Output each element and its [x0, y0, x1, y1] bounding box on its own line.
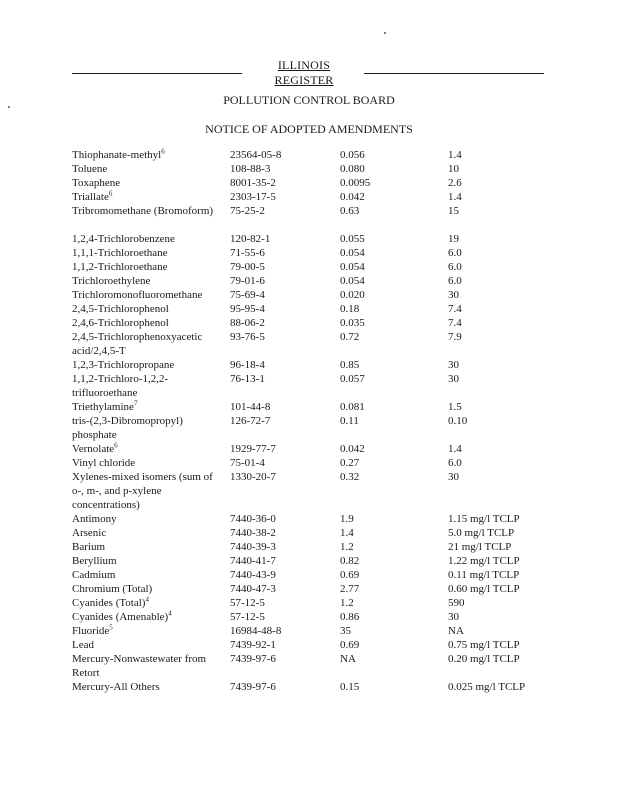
constituent-name-text: Vernolate [72, 443, 115, 455]
nonwastewater-standard: 10 [448, 163, 459, 175]
table-row [0, 526, 618, 540]
wastewater-standard: NA [340, 653, 356, 665]
cas-number: 2303-17-5 [230, 191, 276, 203]
table-row [0, 582, 618, 596]
cas-number: 101-44-8 [230, 401, 271, 413]
constituent-name-text: Beryllium [72, 555, 117, 567]
nonwastewater-standard: 6.0 [448, 247, 462, 259]
table-row [0, 358, 618, 372]
wastewater-standard: 0.080 [340, 163, 365, 175]
table-row [0, 316, 618, 330]
table-row [0, 596, 618, 610]
table-row [0, 246, 618, 260]
wastewater-standard: 0.11 [340, 415, 359, 427]
wastewater-standard: 0.055 [340, 233, 365, 245]
cas-number: 7440-38-2 [230, 527, 276, 539]
constituent-name [72, 582, 222, 596]
table-row [0, 610, 618, 624]
cas-number: 7440-43-9 [230, 569, 276, 581]
cas-number: 7439-92-1 [230, 639, 276, 651]
constituent-name-text: tris-(2,3-Dibromopropyl) phosphate [72, 415, 183, 441]
constituent-name [72, 512, 222, 526]
constituent-name [72, 316, 222, 330]
board-name: POLLUTION CONTROL BOARD [223, 93, 395, 107]
table-row [0, 176, 618, 190]
footnote-marker: 6 [114, 441, 118, 450]
footnote-marker: 4 [145, 595, 149, 604]
table-row [0, 232, 618, 246]
cas-number: 75-25-2 [230, 205, 265, 217]
wastewater-standard: 0.042 [340, 443, 365, 455]
constituent-name [72, 526, 222, 540]
standards-table [0, 148, 618, 694]
table-row [0, 568, 618, 582]
cas-number: 23564-05-8 [230, 149, 282, 161]
wastewater-standard: 0.86 [340, 611, 360, 623]
table-row [0, 414, 618, 442]
constituent-name [72, 442, 222, 456]
constituent-name [72, 680, 222, 694]
constituent-name-text: Toxaphene [72, 177, 121, 189]
table-row [0, 554, 618, 568]
constituent-name-text: Mercury-Nonwastewater from Retort [72, 653, 207, 679]
wastewater-standard: 0.035 [340, 317, 365, 329]
constituent-name-text: Trichloroethylene [72, 275, 151, 287]
constituent-name-text: Tribromomethane (Bromoform) [72, 205, 214, 217]
nonwastewater-standard: 1.15 mg/l TCLP [448, 513, 520, 525]
constituent-name [72, 190, 222, 204]
nonwastewater-standard: 1.4 [448, 149, 462, 161]
cas-number: 1330-20-7 [230, 471, 276, 483]
nonwastewater-standard: 0.10 [448, 415, 468, 427]
wastewater-standard: 0.054 [340, 275, 365, 287]
nonwastewater-standard: 6.0 [448, 457, 462, 469]
constituent-name-text: 1,1,2-Trichloroethane [72, 261, 168, 273]
constituent-name [72, 540, 222, 554]
constituent-name-text: Chromium (Total) [72, 583, 153, 595]
wastewater-standard: 0.27 [340, 457, 360, 469]
table-row [0, 274, 618, 288]
wastewater-standard: 0.15 [340, 681, 360, 693]
wastewater-standard: 1.9 [340, 513, 354, 525]
wastewater-standard: 1.2 [340, 541, 354, 553]
wastewater-standard: 0.85 [340, 359, 360, 371]
nonwastewater-standard: 1.4 [448, 443, 462, 455]
constituent-name [72, 162, 222, 176]
wastewater-standard: 0.32 [340, 471, 360, 483]
constituent-name [72, 358, 222, 372]
constituent-name-text: Toluene [72, 163, 108, 175]
constituent-name-text: Barium [72, 541, 105, 553]
table-row [0, 204, 618, 232]
cas-number: 96-18-4 [230, 359, 265, 371]
table-row [0, 162, 618, 176]
constituent-name [72, 176, 222, 190]
nonwastewater-standard: 7.4 [448, 303, 462, 315]
table-row [0, 260, 618, 274]
footnote-marker: 6 [161, 147, 165, 156]
nonwastewater-standard: 1.5 [448, 401, 462, 413]
nonwastewater-standard: 21 mg/l TCLP [448, 541, 512, 553]
wastewater-standard: 1.2 [340, 597, 354, 609]
constituent-name [72, 204, 222, 218]
cas-number: 95-95-4 [230, 303, 265, 315]
nonwastewater-standard: 30 [448, 289, 459, 301]
footnote-marker: 7 [133, 399, 138, 408]
nonwastewater-standard: 6.0 [448, 275, 462, 287]
nonwastewater-standard: 30 [448, 611, 459, 623]
cas-number: 88-06-2 [230, 317, 265, 329]
constituent-name [72, 232, 222, 246]
footnote-marker: 4 [168, 609, 172, 618]
constituent-name [72, 330, 222, 358]
cas-number: 7439-97-6 [230, 653, 276, 665]
constituent-name [72, 638, 222, 652]
constituent-name [72, 400, 222, 414]
table-row [0, 288, 618, 302]
constituent-name [72, 470, 222, 512]
table-row [0, 624, 618, 638]
cas-number: 126-72-7 [230, 415, 271, 427]
cas-number: 57-12-5 [230, 611, 265, 623]
constituent-name [72, 260, 222, 274]
wastewater-standard: 0.0095 [340, 177, 371, 189]
constituent-name [72, 288, 222, 302]
scan-speck [384, 32, 386, 34]
nonwastewater-standard: 590 [448, 597, 465, 609]
cas-number: 93-76-5 [230, 331, 265, 343]
header-rule-right [364, 73, 544, 74]
nonwastewater-standard: 30 [448, 359, 459, 371]
table-row [0, 680, 618, 694]
wastewater-standard: 0.69 [340, 639, 360, 651]
constituent-name [72, 148, 222, 162]
constituent-name-text: 1,2,3-Trichloropropane [72, 359, 175, 371]
constituent-name-text: Trichloromonofluoromethane [72, 289, 203, 301]
constituent-name [72, 610, 222, 624]
table-row [0, 330, 618, 358]
wastewater-standard: 0.054 [340, 261, 365, 273]
constituent-name-text: Antimony [72, 513, 117, 525]
nonwastewater-standard: 0.025 mg/l TCLP [448, 681, 526, 693]
wastewater-standard: 0.054 [340, 247, 365, 259]
table-row [0, 652, 618, 680]
constituent-name [72, 246, 222, 260]
wastewater-standard: 0.18 [340, 303, 360, 315]
wastewater-standard: 0.020 [340, 289, 365, 301]
wastewater-standard: 0.057 [340, 373, 365, 385]
nonwastewater-standard: 6.0 [448, 261, 462, 273]
footnote-marker: 5 [109, 623, 113, 632]
table-row [0, 540, 618, 554]
cas-number: 108-88-3 [230, 163, 271, 175]
constituent-name [72, 372, 222, 400]
table-row [0, 456, 618, 470]
table-row [0, 190, 618, 204]
constituent-name-text: Cyanides (Total) [72, 597, 146, 609]
table-row [0, 512, 618, 526]
nonwastewater-standard: 0.75 mg/l TCLP [448, 639, 520, 651]
constituent-name [72, 302, 222, 316]
wastewater-standard: 0.056 [340, 149, 365, 161]
cas-number: 8001-35-2 [230, 177, 276, 189]
header-rule-left [72, 73, 242, 74]
wastewater-standard: 35 [340, 625, 351, 637]
constituent-name-text: Xylenes-mixed isomers (sum of o-, m-, and p-xylene concentrations) [72, 471, 213, 511]
constituent-name-text: Mercury-All Others [72, 681, 160, 693]
wastewater-standard: 0.63 [340, 205, 360, 217]
nonwastewater-standard: 1.4 [448, 191, 462, 203]
constituent-name [72, 274, 222, 288]
nonwastewater-standard: 7.9 [448, 331, 462, 343]
constituent-name-text: 1,2,4-Trichlorobenzene [72, 233, 175, 245]
table-row [0, 400, 618, 414]
table-row [0, 372, 618, 400]
constituent-name-text: Fluoride [72, 625, 110, 637]
constituent-name [72, 554, 222, 568]
constituent-name [72, 652, 222, 680]
cas-number: 76-13-1 [230, 373, 265, 385]
wastewater-standard: 0.82 [340, 555, 360, 567]
constituent-name-text: Lead [72, 639, 94, 651]
nonwastewater-standard: 5.0 mg/l TCLP [448, 527, 515, 539]
register-header [0, 58, 618, 87]
nonwastewater-standard: 19 [448, 233, 459, 245]
constituent-name-text: Arsenic [72, 527, 107, 539]
constituent-name [72, 624, 222, 638]
nonwastewater-standard: 1.22 mg/l TCLP [448, 555, 520, 567]
constituent-name [72, 596, 222, 610]
wastewater-standard: 2.77 [340, 583, 360, 595]
nonwastewater-standard: 7.4 [448, 317, 462, 329]
cas-number: 1929-77-7 [230, 443, 276, 455]
cas-number: 75-01-4 [230, 457, 265, 469]
constituent-name-text: 1,1,2-Trichloro-1,2,2-trifluoroethane [72, 373, 169, 399]
constituent-name-text: Triethylamine [72, 401, 134, 413]
nonwastewater-standard: 0.11 mg/l TCLP [448, 569, 520, 581]
constituent-name-text: 2,4,5-Trichlorophenoxyacetic acid/2,4,5-T [72, 331, 203, 357]
footnote-marker: 6 [108, 189, 113, 198]
constituent-name-text: Triallate [72, 191, 109, 203]
table-row [0, 302, 618, 316]
constituent-name-text: Vinyl chloride [72, 457, 136, 469]
constituent-name-text: 2,4,6-Trichlorophenol [72, 317, 169, 329]
nonwastewater-standard: 0.20 mg/l TCLP [448, 653, 520, 665]
cas-number: 75-69-4 [230, 289, 265, 301]
nonwastewater-standard: 2.6 [448, 177, 462, 189]
wastewater-standard: 0.69 [340, 569, 360, 581]
cas-number: 7439-97-6 [230, 681, 276, 693]
nonwastewater-standard: NA [448, 625, 464, 637]
table-row [0, 470, 618, 512]
constituent-name [72, 568, 222, 582]
cas-number: 71-55-6 [230, 247, 265, 259]
wastewater-standard: 0.042 [340, 191, 365, 203]
constituent-name [72, 456, 222, 470]
cas-number: 7440-41-7 [230, 555, 276, 567]
nonwastewater-standard: 30 [448, 373, 459, 385]
cas-number: 79-00-5 [230, 261, 265, 273]
constituent-name [72, 414, 222, 442]
cas-number: 7440-36-0 [230, 513, 276, 525]
cas-number: 7440-39-3 [230, 541, 276, 553]
nonwastewater-standard: 30 [448, 471, 459, 483]
cas-number: 79-01-6 [230, 275, 265, 287]
constituent-name-text: Cyanides (Amenable) [72, 611, 169, 623]
cas-number: 16984-48-8 [230, 625, 282, 637]
constituent-name-text: 1,1,1-Trichloroethane [72, 247, 168, 259]
cas-number: 7440-47-3 [230, 583, 276, 595]
wastewater-standard: 0.72 [340, 331, 360, 343]
wastewater-standard: 1.4 [340, 527, 354, 539]
cas-number: 57-12-5 [230, 597, 265, 609]
register-title: ILLINOIS REGISTER [274, 58, 334, 87]
table-row [0, 442, 618, 456]
nonwastewater-standard: 15 [448, 205, 459, 217]
cas-number: 120-82-1 [230, 233, 271, 245]
table-row [0, 148, 618, 162]
constituent-name-text: 2,4,5-Trichlorophenol [72, 303, 169, 315]
table-row [0, 638, 618, 652]
wastewater-standard: 0.081 [340, 401, 365, 413]
constituent-name-text: Cadmium [72, 569, 116, 581]
notice-title: NOTICE OF ADOPTED AMENDMENTS [205, 122, 413, 136]
constituent-name-text: Thiophanate-methyl [72, 149, 162, 161]
nonwastewater-standard: 0.60 mg/l TCLP [448, 583, 520, 595]
